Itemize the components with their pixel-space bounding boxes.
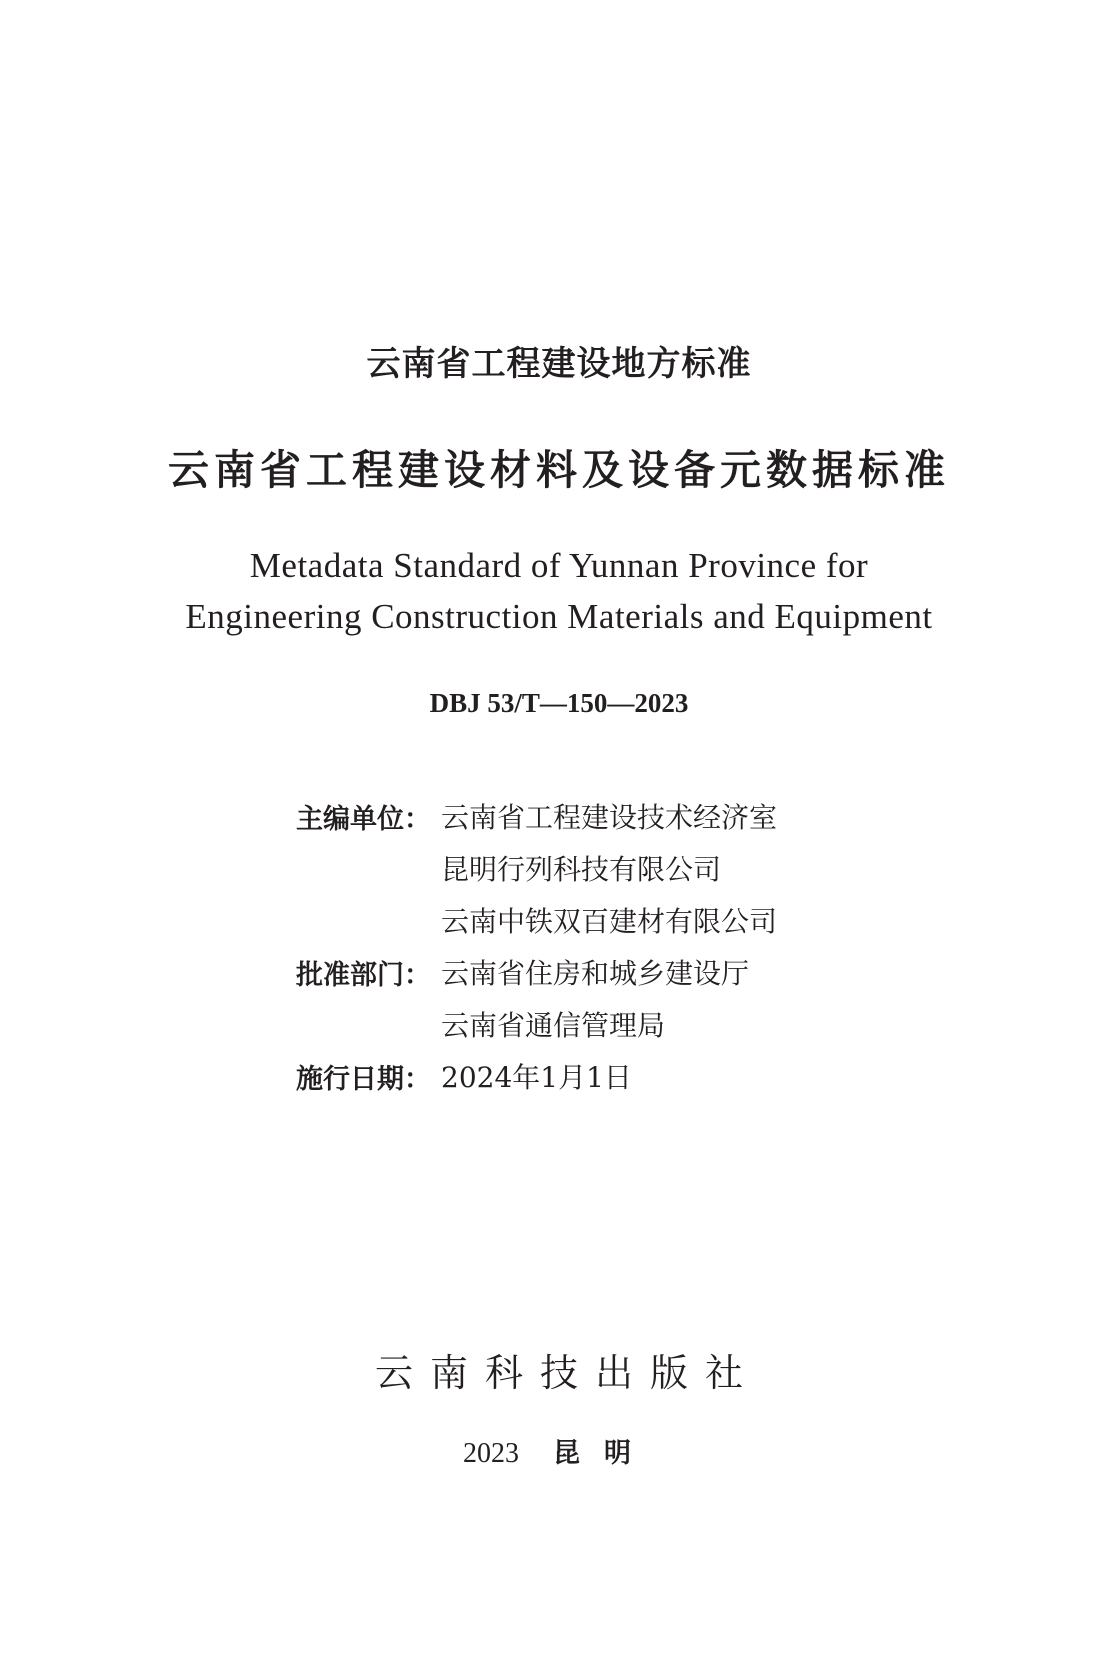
date-label: 施行日期： [296, 1063, 431, 1095]
chinese-title: 云南省工程建设材料及设备元数据标准 [168, 446, 950, 494]
english-title-line-1: Metadata Standard of Yunnan Province for [249, 546, 869, 585]
publication-info [0, 1431, 1118, 1470]
standard-info-list [296, 790, 777, 1102]
effective-date: 2024年1月1日 [441, 1061, 632, 1094]
approver-label: 批准部门： [296, 959, 431, 991]
editor-unit-3: 云南中铁双百建材有限公司 [441, 905, 778, 938]
info-row-editor-3 [296, 894, 777, 946]
approver-dept-2: 云南省通信管理局 [441, 1009, 666, 1042]
info-row-editor [296, 790, 777, 842]
english-title-line-2: Engineering Construction Materials and Equipment [185, 597, 933, 636]
standard-code: DBJ 53/T—150—2023 [429, 688, 689, 718]
editor-unit-2: 昆明行列科技有限公司 [441, 853, 722, 886]
info-row-approver-2 [296, 998, 777, 1050]
series-title: 云南省工程建设地方标准 [366, 344, 752, 384]
info-row-date [296, 1050, 777, 1102]
editor-unit-1: 云南省工程建设技术经济室 [441, 801, 778, 834]
publisher-name: 云南科技出版社 [374, 1351, 760, 1395]
info-row-approver [296, 946, 777, 998]
editor-label: 主编单位： [296, 803, 431, 835]
info-row-editor-2 [296, 842, 777, 894]
approver-dept-1: 云南省住房和城乡建设厅 [441, 957, 750, 990]
publication-year: 2023 [463, 1438, 519, 1469]
publication-city: 昆明 [553, 1438, 655, 1469]
